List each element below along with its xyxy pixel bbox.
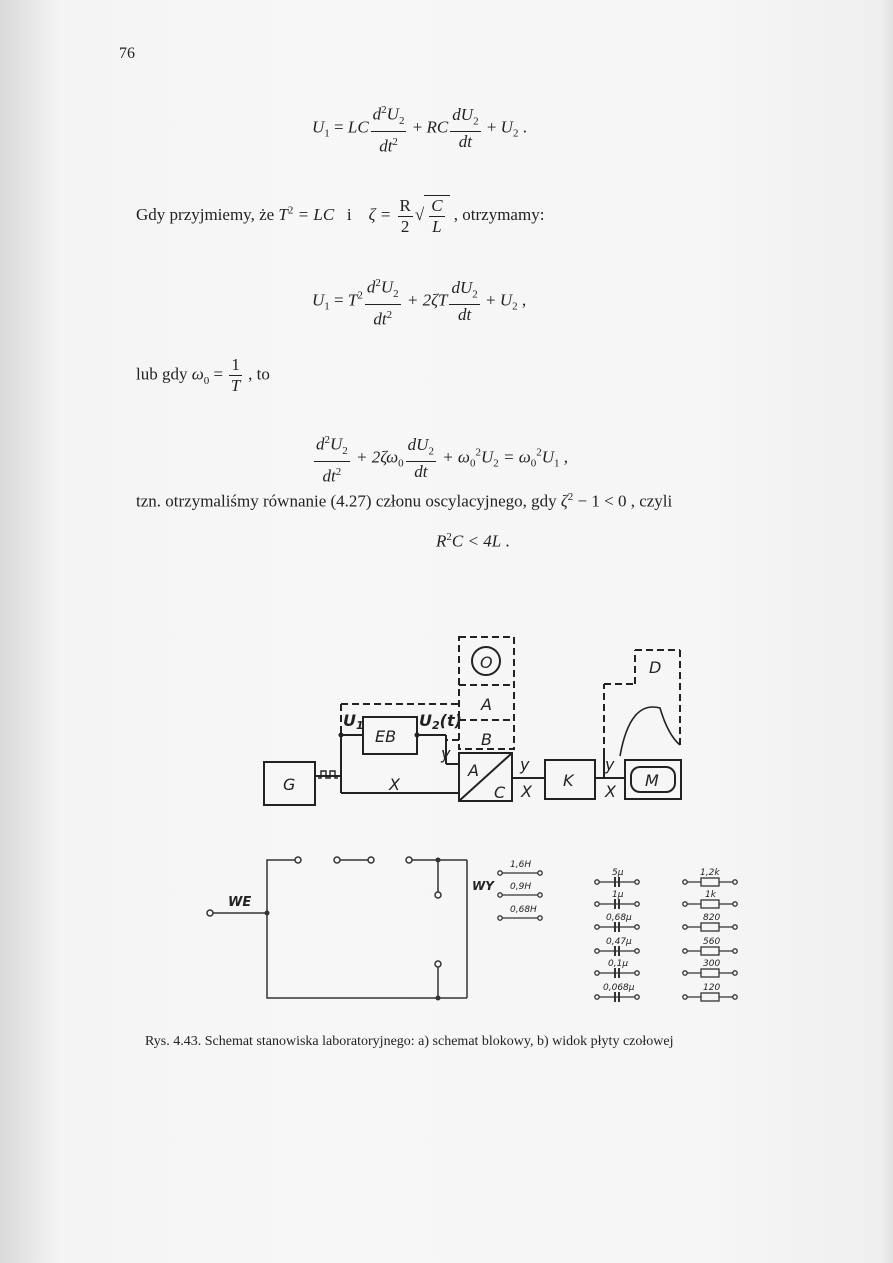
capacitor-label: 0,47μ xyxy=(606,937,632,947)
text-line-2: Gdy przyjmiemy, że $T^2$ = LC i ζ = $\frac{R}{2}$ √ $\frac{C}{L}$ , otrzymamy: xyxy=(136,195,545,236)
eb-label: EB xyxy=(375,727,397,746)
socket xyxy=(435,961,441,967)
inductor-label: 1,6H xyxy=(510,860,532,870)
u1-label: U1 xyxy=(343,711,364,732)
socket xyxy=(295,857,301,863)
x-label-1: X xyxy=(389,775,400,794)
socket xyxy=(368,857,374,863)
socket xyxy=(406,857,412,863)
d-label: D xyxy=(649,658,662,677)
x-label-2: X xyxy=(521,782,532,801)
y-label-2: y xyxy=(520,755,530,774)
capacitor-label: 1μ xyxy=(612,890,624,900)
page-number: 76 xyxy=(119,45,135,62)
socket xyxy=(334,857,340,863)
resistor-label: 1,2k xyxy=(700,868,720,878)
ac-a-label: A xyxy=(468,761,479,780)
figure-caption: Rys. 4.43. Schemat stanowiska laboratoryjnego: a) schemat blokowy, b) widok płyty czołowej xyxy=(145,1034,674,1049)
capacitor-label: 0,068μ xyxy=(603,983,635,993)
capacitor-label: 0,1μ xyxy=(608,959,629,969)
o-label: O xyxy=(480,653,493,672)
equation-4: $R^2C < 4L$ . xyxy=(436,531,510,551)
we-socket xyxy=(207,910,213,916)
capacitor-label: 5μ xyxy=(612,868,624,878)
inductor-label: 0,68H xyxy=(510,905,537,915)
text-line-3: lub gdy $\omega_0$ = $\frac{1}{T}$ , to xyxy=(136,355,270,395)
equation-1: $U_1$ = LC $\frac{d^2U_2}{dt^2}$ + RC $\frac{dU_2}{dt}$ + $U_2$ . xyxy=(312,100,527,157)
a-box-label: A xyxy=(481,695,492,714)
wy-label: WY xyxy=(472,879,494,893)
y-label-1: y xyxy=(441,744,451,763)
resistor-label: 120 xyxy=(703,983,721,993)
g-label: G xyxy=(283,775,296,794)
equation-2: $U_1 = T^2$ $\frac{d^2U_2}{dt^2}$ + 2ζT $\frac{dU_2}{dt}$ + $U_2$ , xyxy=(312,273,526,330)
k-label: K xyxy=(563,771,574,790)
text-line-4: tzn. otrzymaliśmy równanie (4.27) członu oscylacyjnego, gdy $\zeta^2 - 1 < 0$ , czyli xyxy=(136,491,673,511)
resistor-label: 560 xyxy=(703,937,721,947)
ac-c-label: C xyxy=(494,783,506,802)
inductor-label: 0,9H xyxy=(510,882,532,892)
u2t-label: U2(t) xyxy=(419,711,462,732)
resistor-label: 820 xyxy=(703,913,721,923)
equation-3: $\frac{d^2U_2}{dt^2}$ + $2\zeta\omega_0$ $\frac{dU_2}{dt}$ + $\omega_0^2U_2 = \omega_0^2U_1$ , xyxy=(312,430,568,487)
we-label: WE xyxy=(228,895,252,910)
b-box-label: B xyxy=(481,730,492,749)
resistor-label: 1k xyxy=(705,890,716,900)
capacitor-label: 0,68μ xyxy=(606,913,632,923)
resistor-label: 300 xyxy=(703,959,721,969)
y-label-3: y xyxy=(605,755,615,774)
m-label: M xyxy=(645,771,659,790)
x-label-3: X xyxy=(605,782,616,801)
socket xyxy=(435,892,441,898)
